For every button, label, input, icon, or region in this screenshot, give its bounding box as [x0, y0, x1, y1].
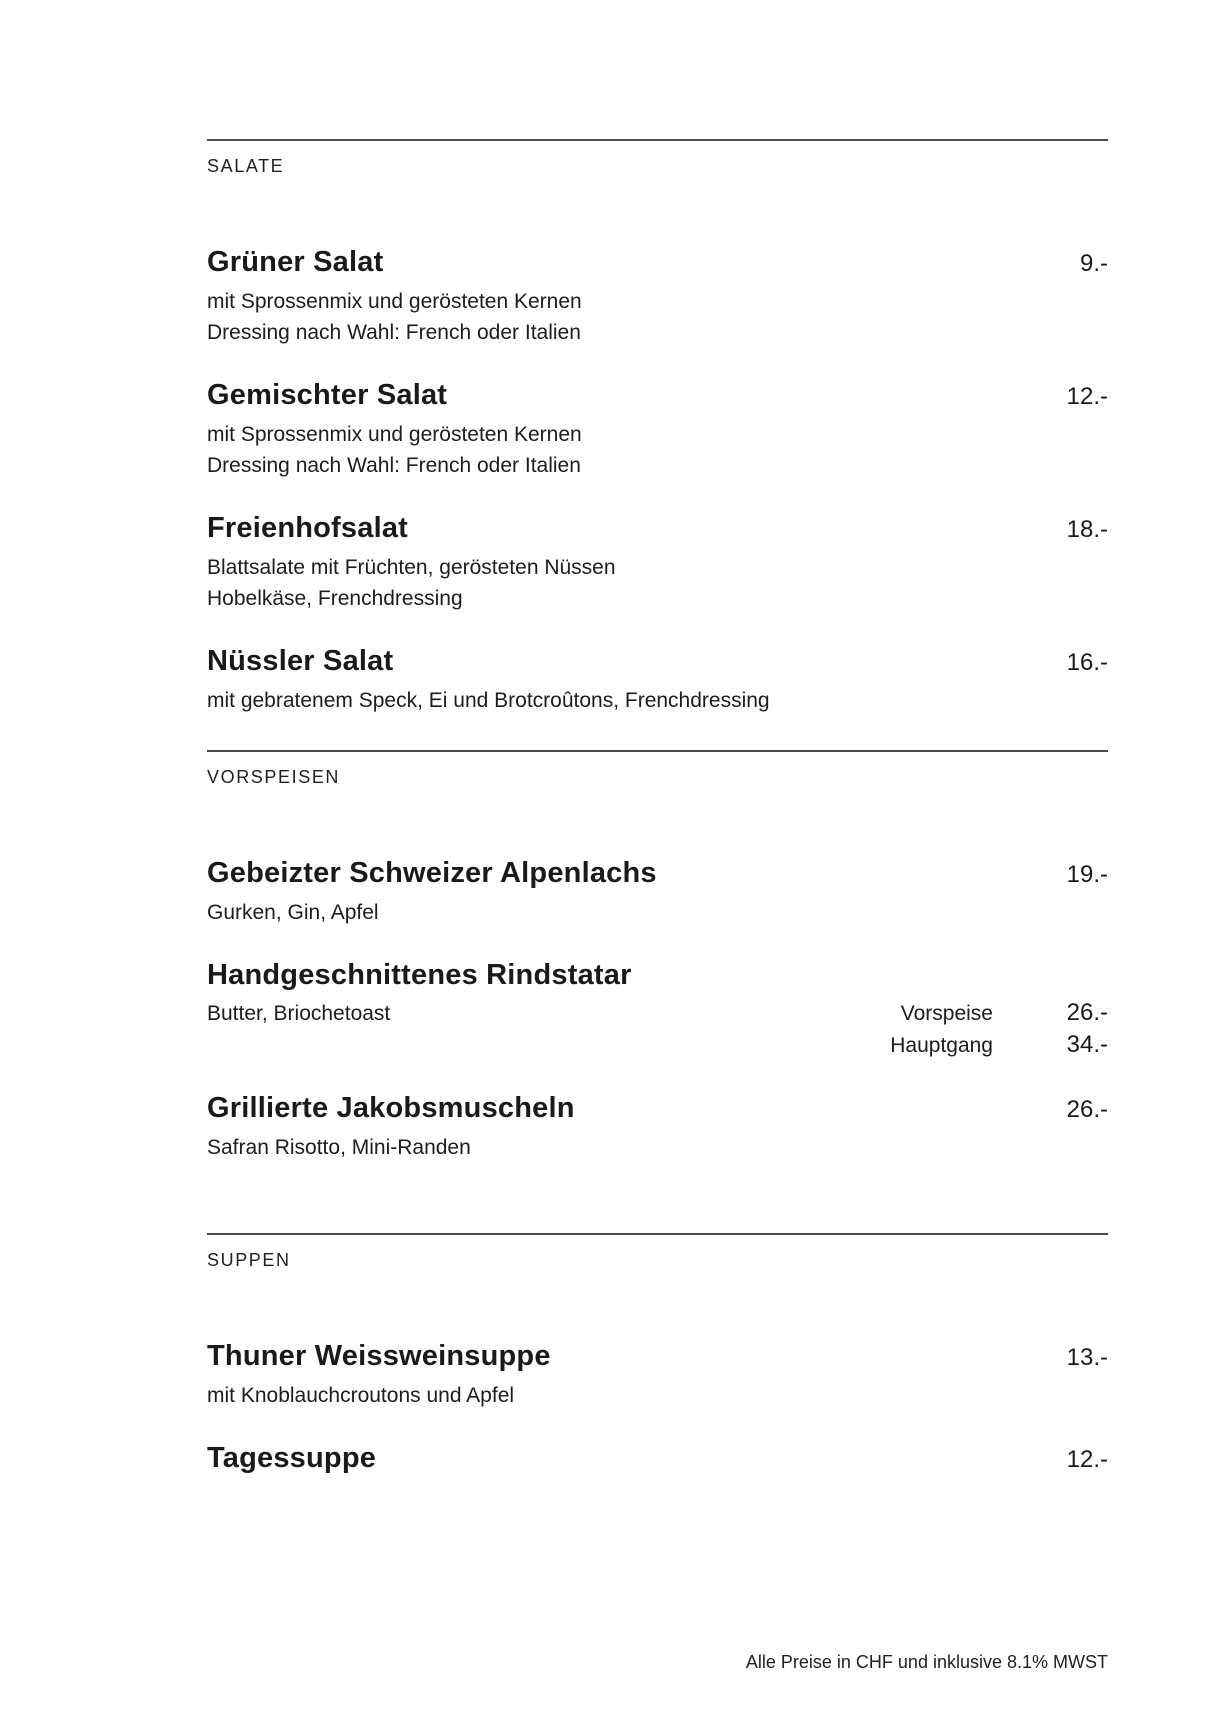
- item-name: Tagessuppe: [207, 1442, 377, 1474]
- section-label: VORSPEISEN: [207, 767, 341, 787]
- item-descriptions: [207, 552, 1108, 614]
- item-descriptions: [207, 685, 1108, 716]
- item-name: Grillierte Jakobsmuscheln: [207, 1092, 575, 1124]
- variant-price: 26.-: [1066, 999, 1108, 1026]
- item-descriptions: [207, 1132, 1108, 1163]
- footer-note: Alle Preise in CHF und inklusive 8.1% MWST: [745, 1652, 1108, 1672]
- item-head: [207, 855, 1108, 893]
- item-description: Gurken, Gin, Apfel: [207, 901, 379, 924]
- item-descriptions: [207, 286, 1108, 348]
- item-head: [207, 377, 1108, 415]
- item-descriptions: [207, 419, 1108, 481]
- item-name: Freienhofsalat: [207, 512, 409, 544]
- menu-section: [207, 750, 1108, 1163]
- item-description: Dressing nach Wahl: French oder Italien: [207, 454, 581, 477]
- variant-label: Hauptgang: [890, 1034, 993, 1057]
- menu-item: [207, 510, 1108, 614]
- section-items: [207, 244, 1108, 716]
- menu-item: [207, 643, 1108, 716]
- menu-item: [207, 1090, 1108, 1163]
- item-description: Hobelkäse, Frenchdressing: [207, 587, 463, 610]
- variant-price: 34.-: [1066, 1031, 1108, 1058]
- item-head: [207, 1440, 1108, 1478]
- item-descriptions: [207, 1380, 1108, 1411]
- item-head: [207, 643, 1108, 681]
- item-price: 9.-: [1079, 250, 1108, 277]
- item-head: [207, 510, 1108, 548]
- menu-item: [207, 377, 1108, 481]
- section-divider: [207, 750, 1108, 752]
- section-divider: [207, 139, 1108, 141]
- item-description: Butter, Briochetoast: [207, 1002, 391, 1025]
- item-head: [207, 244, 1108, 282]
- item-price: 12.-: [1066, 383, 1108, 410]
- item-description: mit Sprossenmix und gerösteten Kernen: [207, 290, 582, 313]
- variant-row: [207, 1029, 1108, 1061]
- item-name: Nüssler Salat: [207, 645, 394, 677]
- menu-item: [207, 1338, 1108, 1411]
- item-price: 16.-: [1066, 649, 1108, 676]
- section-label: SALATE: [207, 156, 285, 176]
- item-name: Gemischter Salat: [207, 379, 448, 411]
- section-divider: [207, 1233, 1108, 1235]
- item-descriptions: [207, 897, 1108, 928]
- item-description: mit Sprossenmix und gerösteten Kernen: [207, 423, 582, 446]
- item-description: mit Knoblauchcroutons und Apfel: [207, 1384, 515, 1407]
- item-price: 19.-: [1066, 861, 1108, 888]
- item-price: 26.-: [1066, 1096, 1108, 1123]
- variant-row: [207, 997, 1108, 1029]
- item-name: Grüner Salat: [207, 246, 384, 278]
- variant-label: Vorspeise: [900, 1002, 993, 1025]
- menu-item: [207, 855, 1108, 928]
- item-head: [207, 957, 1108, 993]
- variant-rows: [207, 997, 1108, 1061]
- item-head: [207, 1090, 1108, 1128]
- section-label: SUPPEN: [207, 1250, 291, 1270]
- item-price: 13.-: [1066, 1344, 1108, 1371]
- item-head: [207, 1338, 1108, 1376]
- item-description: Dressing nach Wahl: French oder Italien: [207, 321, 581, 344]
- item-description: mit gebratenem Speck, Ei und Brotcroûtons, Frenchdressing: [207, 689, 770, 712]
- item-description: Safran Risotto, Mini-Randen: [207, 1136, 471, 1159]
- item-price: 18.-: [1066, 516, 1108, 543]
- item-name: Handgeschnittenes Rindstatar: [207, 959, 632, 991]
- menu-item: [207, 957, 1108, 1061]
- item-name: Gebeizter Schweizer Alpenlachs: [207, 857, 657, 889]
- menu-section: [207, 1233, 1108, 1478]
- section-items: [207, 855, 1108, 1163]
- item-price: 12.-: [1066, 1446, 1108, 1473]
- menu-item: [207, 1440, 1108, 1478]
- section-items: [207, 1338, 1108, 1478]
- item-description: Blattsalate mit Früchten, gerösteten Nüssen: [207, 556, 616, 579]
- menu-section: [207, 139, 1108, 716]
- menu-item: [207, 244, 1108, 348]
- menu-content: [207, 0, 1108, 1478]
- item-name: Thuner Weissweinsuppe: [207, 1340, 551, 1372]
- menu-sections: [207, 139, 1108, 1478]
